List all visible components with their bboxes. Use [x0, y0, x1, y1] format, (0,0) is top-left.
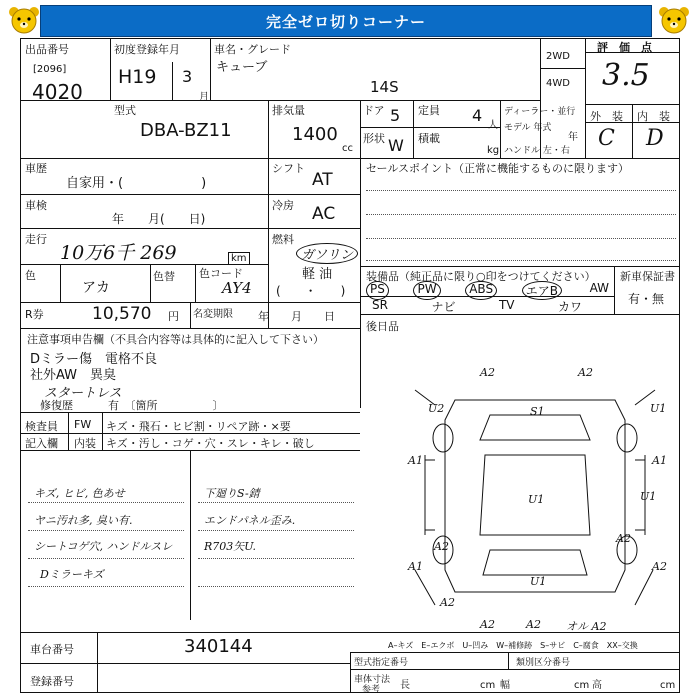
equip-abs: ABS: [465, 281, 497, 300]
reg-month: 3: [182, 67, 193, 86]
equipment-label: 装備品（純正品に限り○印をつけてください）: [366, 270, 596, 283]
mark-7: A1: [652, 454, 667, 467]
mark-4: S1: [530, 405, 545, 418]
score-label: 評 価 点: [597, 41, 652, 54]
fuel-paren: ( ・ ): [276, 284, 346, 298]
dims-label: 車体寸法: [354, 675, 391, 685]
shape-label: 形状: [363, 132, 385, 145]
dim-length-label: 長: [400, 680, 410, 691]
equip-ps: PS: [366, 281, 389, 300]
mileage-label: 走行: [25, 233, 47, 246]
drive-4wd: 4WD: [546, 78, 570, 89]
lot-number: 4020: [32, 80, 83, 104]
chassis-number: 340144: [184, 636, 253, 657]
rear-seat-label: 後日品: [366, 320, 399, 333]
fw-options: キズ・飛石・ヒビ割・リペア跡・×要: [106, 420, 291, 433]
fw-label: FW: [74, 418, 92, 431]
shift-value: AT: [312, 170, 333, 190]
type-spec-label: 型式指定番号: [354, 658, 409, 668]
dealer-label: ディーラー・並行: [504, 107, 576, 117]
mark-16: A2: [526, 618, 541, 631]
drive-2wd: 2WD: [546, 51, 570, 62]
notes-line-3: スタートレス: [44, 386, 122, 401]
model-year-label: モデル 年式: [504, 123, 552, 133]
mark-10: A2: [434, 540, 449, 553]
comment-right-3: R703矢U.: [204, 540, 257, 553]
mark-6: A1: [408, 454, 423, 467]
mark-13: A2: [652, 560, 667, 573]
load-unit: kg: [487, 145, 500, 156]
history-label: 車歴: [25, 162, 47, 175]
inspector-label-2: 記入欄: [25, 437, 58, 450]
interior-label: 内 装: [637, 110, 670, 123]
interior-check-label: 内装: [74, 437, 96, 450]
mark-9: U1: [640, 490, 657, 503]
dim-height-unit: cm: [660, 680, 676, 691]
transfer-label: 名変期限: [193, 309, 233, 320]
notes-line-2: 社外AW 異臭: [30, 368, 117, 383]
fuel-value: ガソリン: [296, 243, 358, 264]
mark-2: A2: [578, 366, 593, 379]
plate-label: 登録番号: [30, 675, 74, 688]
mark-17: オル A2: [566, 620, 607, 633]
comment-right-1: 下廻りS-錆: [204, 487, 260, 500]
color-code: AY4: [222, 279, 252, 297]
price-value: 10,570: [92, 304, 152, 324]
dim-length-unit: cm: [480, 680, 496, 691]
mark-3: U2: [428, 402, 445, 415]
handle-label: ハンドル 左・右: [504, 146, 570, 156]
mileage-value: 10万6千 269: [60, 242, 177, 264]
name-label: 車名・グレード: [214, 43, 291, 56]
comment-left-4: Dミラーキズ: [40, 568, 104, 581]
class-label: 類別区分番号: [516, 658, 571, 668]
mark-5: U1: [650, 402, 667, 415]
equip-leather: カワ: [557, 300, 582, 314]
equip-tv: TV: [498, 298, 515, 312]
transfer-value: 年 月 日: [258, 310, 335, 323]
sales-point-label: セールスポイント（正常に機能するものに限ります）: [366, 162, 630, 175]
page-title: 完全ゼロ切りコーナー: [40, 5, 652, 37]
dim-width-unit: cm: [574, 680, 590, 691]
notes-line-1: Dミラー傷 電格不良: [30, 352, 158, 367]
inspection-value: 年 月( 日): [112, 212, 206, 226]
mark-8: U1: [528, 493, 545, 506]
dim-height-label: 高: [592, 680, 602, 691]
color-label: 色: [25, 269, 36, 282]
color-value: アカ: [82, 280, 110, 296]
comment-left-2: ヤニ汚れ多, 臭い有.: [34, 514, 133, 527]
doors-value: 5: [390, 106, 401, 125]
car-name: キューブ: [216, 60, 268, 75]
mileage-unit: km: [228, 252, 250, 265]
history-value: 自家用・( ): [66, 176, 207, 191]
grade: 14S: [370, 78, 399, 96]
bear-mascot-icon-right: [656, 4, 692, 38]
equip-sr: SR: [372, 298, 388, 312]
exterior-grade: C: [598, 126, 615, 151]
damage-legend: A–キズ E–エクボ U–凹み W–補修跡 S–サビ C–腐食 XX–交換: [388, 641, 638, 650]
score-value: 3.5: [602, 58, 650, 93]
model-code: DBA-BZ11: [140, 120, 232, 141]
repair-label: 修復歴: [40, 399, 73, 412]
color-change-label: 色替: [153, 270, 175, 283]
disp-label: 排気量: [272, 104, 305, 117]
load-label: 積載: [418, 132, 440, 145]
repair-value: 有 〔箇所 〕: [108, 399, 224, 412]
interior-grade: D: [646, 126, 664, 151]
mark-1: A2: [480, 366, 495, 379]
equip-pw: PW: [413, 281, 440, 300]
model-label: 型式: [114, 104, 136, 117]
price-label: R券: [25, 308, 44, 321]
ref-label: 参考: [362, 685, 381, 695]
comment-left-1: キズ, ヒビ, 色あせ: [34, 487, 125, 500]
warranty-label: 新車保証書: [620, 270, 675, 283]
fuel-label: 燃料: [272, 233, 294, 246]
doors-label: ドア: [363, 104, 385, 117]
mark-15: A2: [480, 618, 495, 631]
reg-label: 初度登録年月: [114, 43, 180, 56]
seats-unit: 人: [488, 120, 498, 131]
year-unit: 年: [568, 132, 578, 143]
mark-11: A2: [616, 532, 631, 545]
disp-unit: cc: [342, 143, 353, 154]
mark-12: A1: [408, 560, 423, 573]
equip-navi: ナビ: [431, 300, 456, 314]
chassis-label: 車台番号: [30, 643, 74, 656]
color-code-label: 色コード: [199, 267, 243, 280]
shift-label: シフト: [272, 162, 305, 175]
seats-value: 4: [472, 106, 483, 125]
interior-options: キズ・汚し・コゲ・穴・スレ・キレ・破し: [106, 437, 315, 450]
bear-mascot-icon: [6, 4, 42, 38]
seats-label: 定員: [418, 104, 440, 117]
price-unit: 円: [168, 310, 179, 323]
ac-value: AC: [312, 204, 336, 224]
mark-18: A2: [440, 596, 455, 609]
displacement: 1400: [292, 124, 338, 145]
inspector-label-1: 検査員: [25, 420, 58, 433]
mark-14: U1: [530, 575, 547, 588]
exterior-label: 外 装: [590, 110, 623, 123]
dim-width-label: 幅: [500, 680, 510, 691]
ac-label: 冷房: [272, 199, 294, 212]
comment-left-3: シートコゲ穴, ハンドルスレ: [34, 540, 173, 553]
equip-airbag: エアB: [522, 281, 562, 300]
fuel-alt: 軽 油: [302, 267, 333, 282]
shape-value: W: [388, 136, 404, 155]
warranty-value: 有・無: [628, 292, 665, 306]
notes-label: 注意事項申告欄（不具合内容等は具体的に記入して下さい）: [27, 333, 324, 346]
equip-aw: AW: [589, 281, 609, 295]
comment-right-2: エンドパネル歪み.: [204, 514, 296, 527]
lot-sub: [2096]: [33, 64, 67, 75]
inspection-label: 車検: [25, 199, 47, 212]
reg-year: H19: [118, 66, 157, 88]
reg-month-unit: 月: [199, 92, 209, 103]
lot-label: 出品番号: [25, 43, 69, 56]
